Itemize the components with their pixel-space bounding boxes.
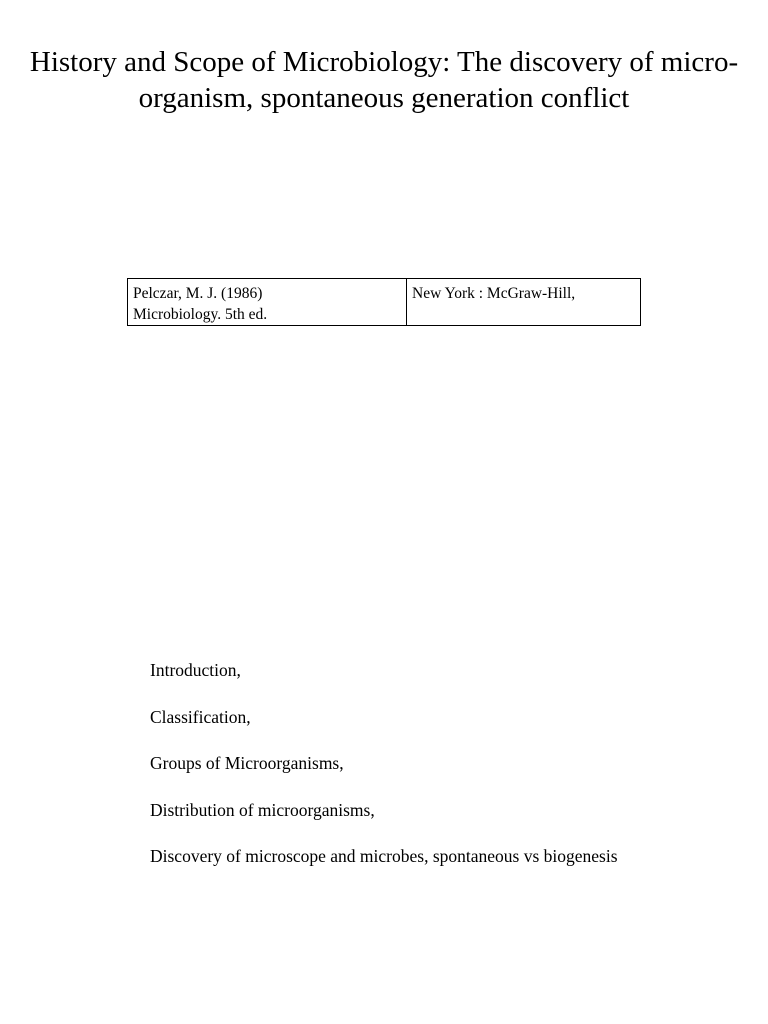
topic-item-classification: Classification, (150, 706, 251, 727)
reference-book-title: Microbiology. 5th ed. (133, 306, 268, 323)
title-line-1: History and Scope of Microbiology: The discovery of micro- (29, 46, 739, 78)
topic-item-introduction: Introduction, (150, 660, 241, 680)
topic-item-distribution: Distribution of microorganisms, (150, 799, 375, 820)
reference-citation-cell (128, 279, 407, 326)
reference-table (127, 278, 641, 326)
reference-author-year: Pelczar, M. J. (1986) (133, 285, 263, 302)
topic-item-discovery: Discovery of microscope and microbes, spontaneous vs biogenesis (150, 846, 618, 866)
reference-publisher-cell (407, 279, 641, 326)
topic-item-groups: Groups of Microorganisms, (150, 753, 344, 773)
topic-list (150, 658, 618, 891)
reference-publisher: New York : McGraw-Hill, (412, 285, 576, 302)
title-line-2: organism, spontaneous generation conflict (138, 82, 630, 114)
reference-row (128, 279, 641, 326)
page-title (0, 44, 768, 116)
